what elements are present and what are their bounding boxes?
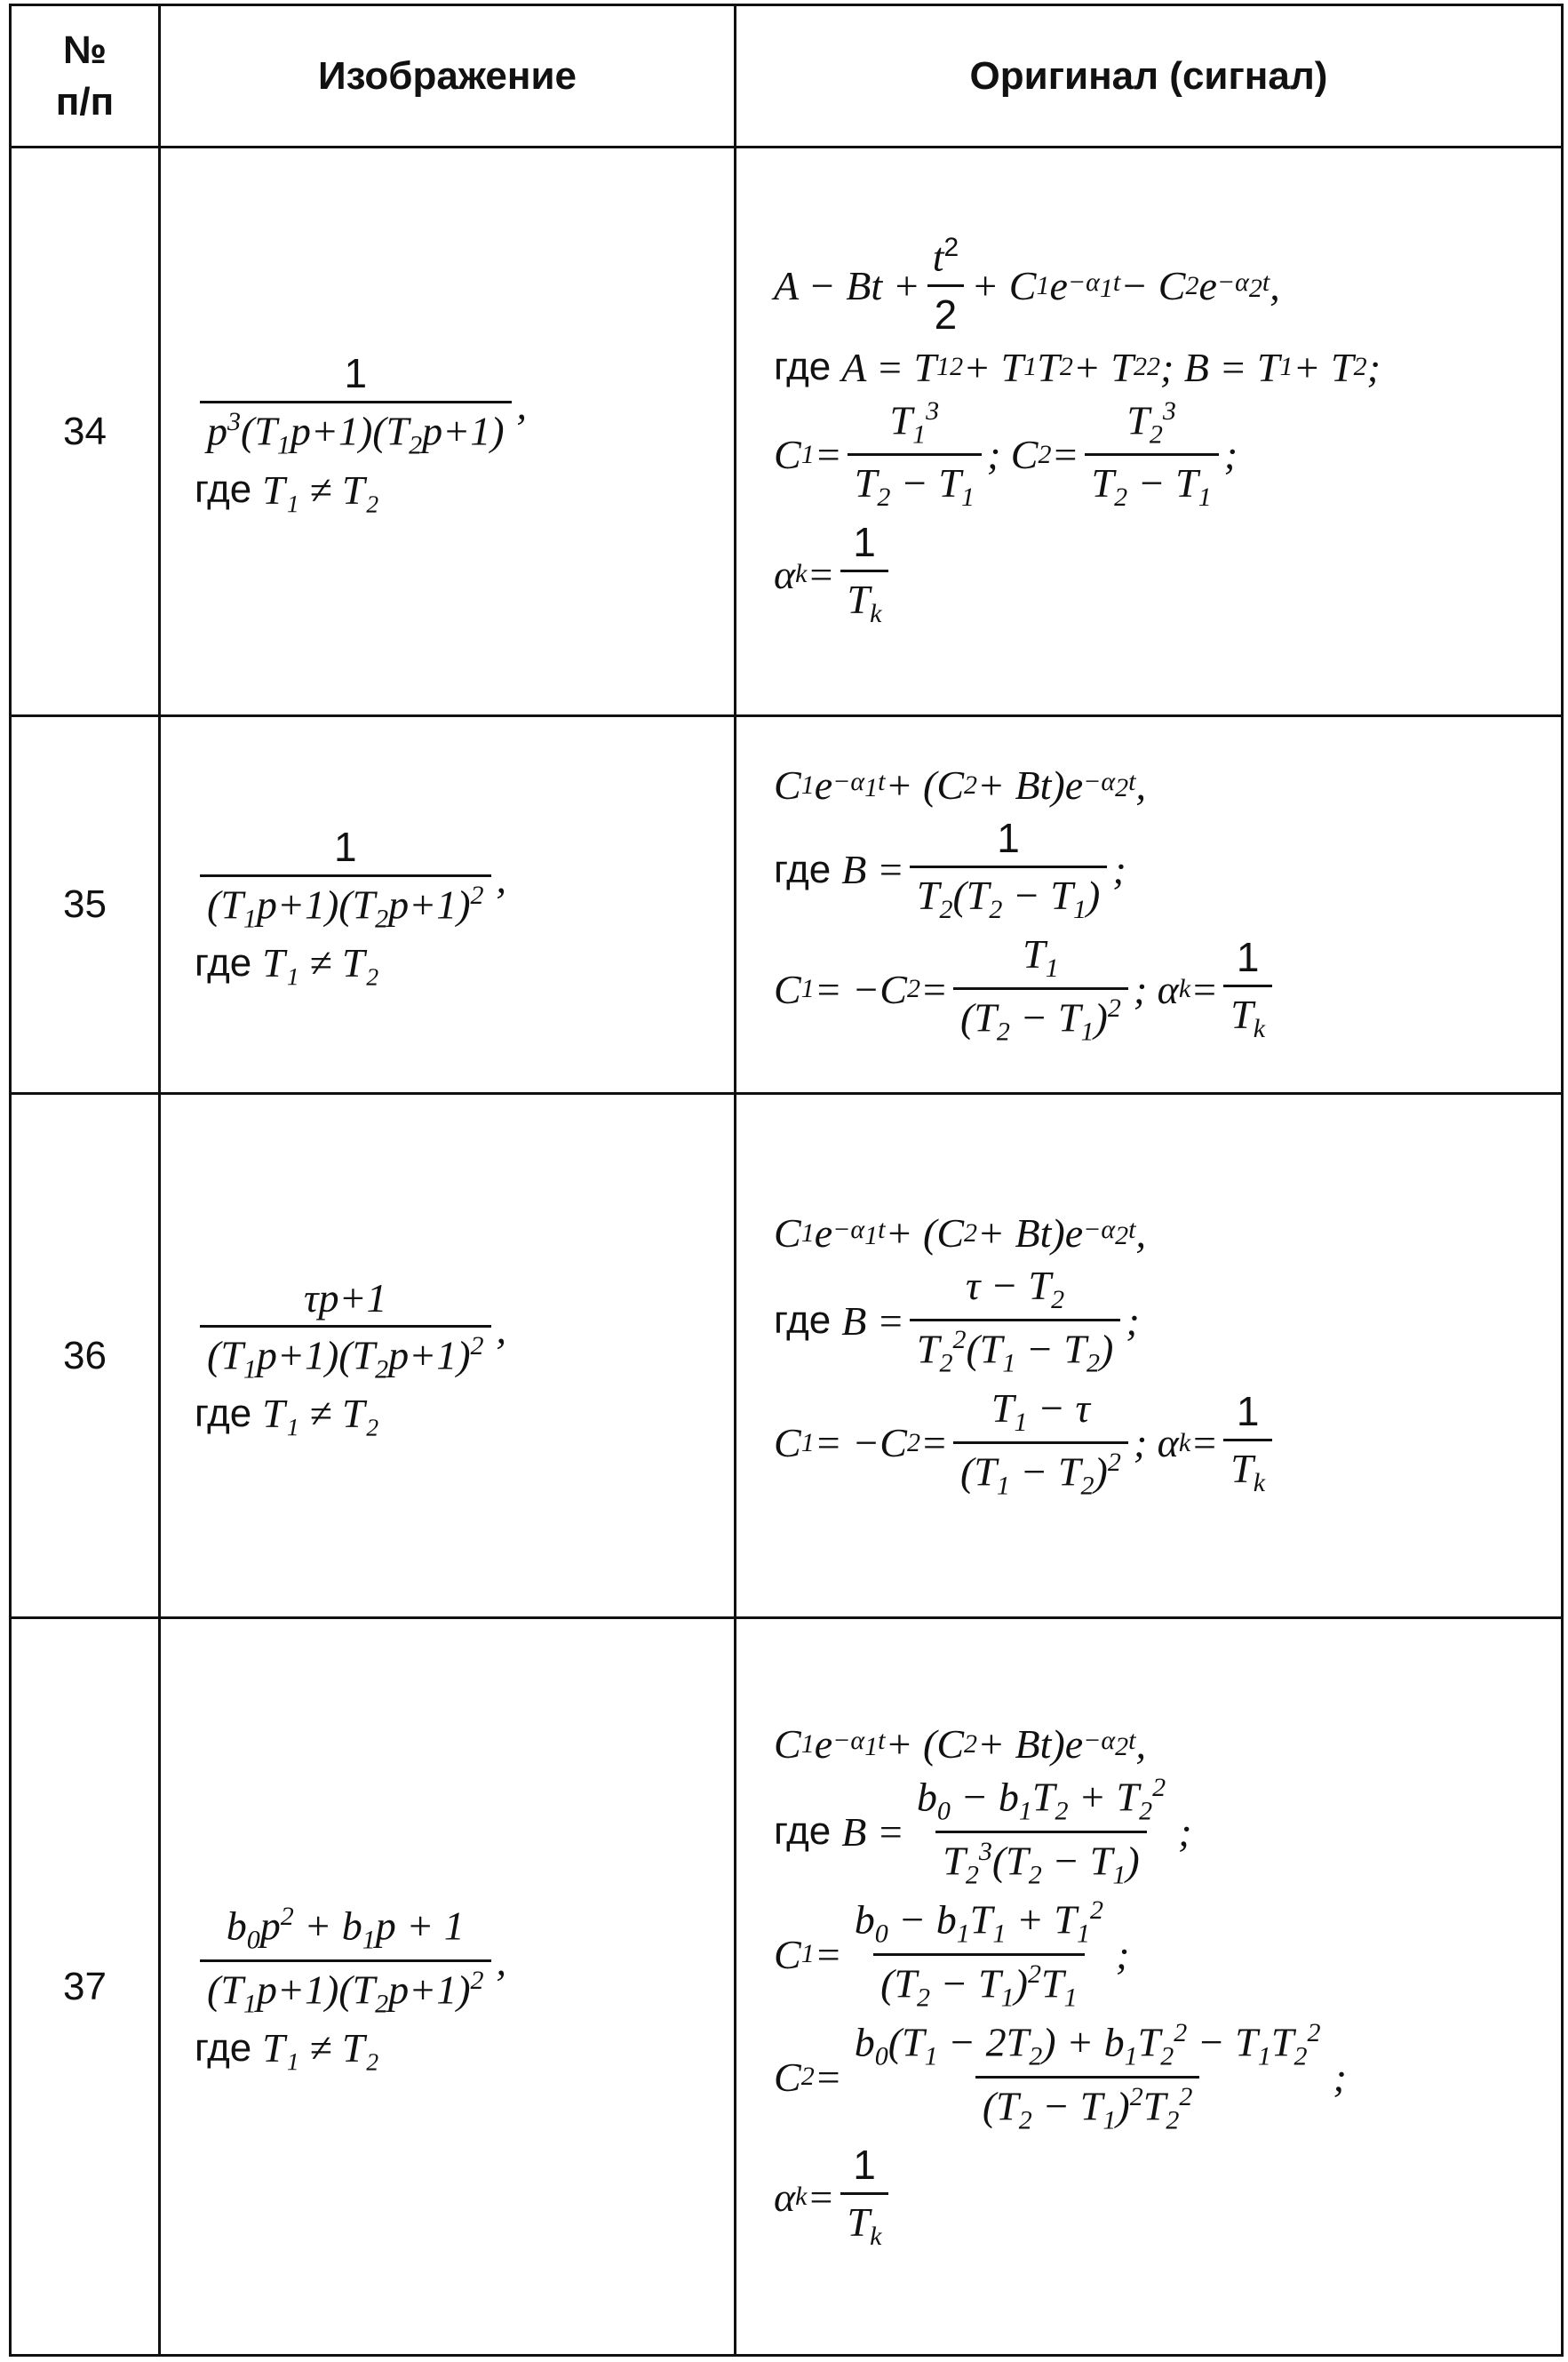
original-formula: C 1 e $-\alpha_1t$ + (C 2 + Bt)e $-\alpha_2t$ ,	[774, 762, 1146, 809]
table-row	[11, 1618, 1563, 2356]
original-cell: C 1 e $-\alpha_1t$ + (C 2 + Bt)e $-\alpha_2t$ , где B = $\frac{1}{T_2(T_2 - T_1)}$ ; C 1 = −C 2 = $\frac{T_1}{(T_2 - T_1)^2}$ ; α k = $\frac{1}{T_k}$	[736, 716, 1563, 1094]
image-formula: $\frac{1}{(T_1p+1)(T_2p+1)^2}$ ,	[195, 823, 734, 935]
original-cell: C 1 e $-\alpha_1t$ + (C 2 + Bt)e $-\alpha_2t$ , где B = $\frac{\tau - T_2}{T_2^2(T_1 - T_2)}$ ; C 1 = −C 2 = $\frac{T_1 - \tau}{(T_1 - T_2)^2}$ ; α k = $\frac{1}{T_k}$	[736, 1094, 1563, 1618]
row-number: 36	[11, 1094, 160, 1618]
image-cell	[160, 1094, 736, 1618]
image-cell	[160, 148, 736, 716]
header-num: № п/п	[11, 5, 160, 148]
image-cell	[160, 1618, 736, 2356]
image-formula: $\frac{1}{p^3(T_1p+1)(T_2p+1)}$ ,	[195, 349, 734, 461]
image-formula: $\frac{\tau p+1}{(T_1p+1)(T_2p+1)^2}$ ,	[195, 1274, 734, 1385]
condition: где T₁ ≠ T₂	[195, 467, 379, 513]
table-row	[11, 1094, 1563, 1618]
image-formula: $\frac{b_0p^2 + b_1p + 1}{(T_1p+1)(T_2p+1)^2}$ ,	[195, 1902, 734, 2019]
row-number: 34	[11, 148, 160, 716]
header-image: Изображение	[160, 5, 736, 148]
table-header-row	[11, 5, 1563, 148]
condition: где T₁ ≠ T₂	[195, 940, 379, 986]
laplace-table	[9, 4, 1564, 2357]
table-row	[11, 148, 1563, 716]
image-cell	[160, 716, 736, 1094]
condition: где T₁ ≠ T₂	[195, 2025, 379, 2071]
original-formula: C 1 e $-\alpha_1t$ + (C 2 + Bt)e $-\alpha_2t$ ,	[774, 1721, 1146, 1768]
condition: где T₁ ≠ T₂	[195, 1391, 379, 1437]
original-cell: A − Bt + $\frac{t^2}{2}$ + C 1 e $-\alpha_1t$ − C 2 e $-\alpha_2t$ , где A = T 1 2 + T 1 T 2 + T 2 2 ; B = T 1 + T 2 ; C 1 = $\frac{T_1^3}{T_2 - T_1}$ ; C 2 = $\frac{T_2^3}{T_2 - T_1}$ ; α k = $\frac{1}{T_k}$	[736, 148, 1563, 716]
original-formula: C 1 e $-\alpha_1t$ + (C 2 + Bt)e $-\alpha_2t$ ,	[774, 1210, 1146, 1257]
header-original: Оригинал (сигнал)	[736, 5, 1563, 148]
original-cell: C 1 e $-\alpha_1t$ + (C 2 + Bt)e $-\alpha_2t$ , где B = $\frac{b_0 - b_1T_2 + T_2^2}{T_2^3(T_2 - T_1)}$ ; C 1 = $\frac{b_0 - b_1T_1 + T_1^2}{(T_2 - T_1)^2T_1}$ ; C 2 = $\frac{b_0(T_1 - 2T_2) + b_1T_2^2 - T_1T_2^2}{(T_2 - T_1)^2T_2^2}$ ; α k = $\frac{1}{T_k}$	[736, 1618, 1563, 2356]
original-formula: A − Bt + $\frac{t^2}{2}$ + C 1 e $-\alpha_1t$ − C 2 e $-\alpha_2t$ ,	[774, 233, 1280, 338]
table-row	[11, 716, 1563, 1094]
row-number: 37	[11, 1618, 160, 2356]
row-number: 35	[11, 716, 160, 1094]
